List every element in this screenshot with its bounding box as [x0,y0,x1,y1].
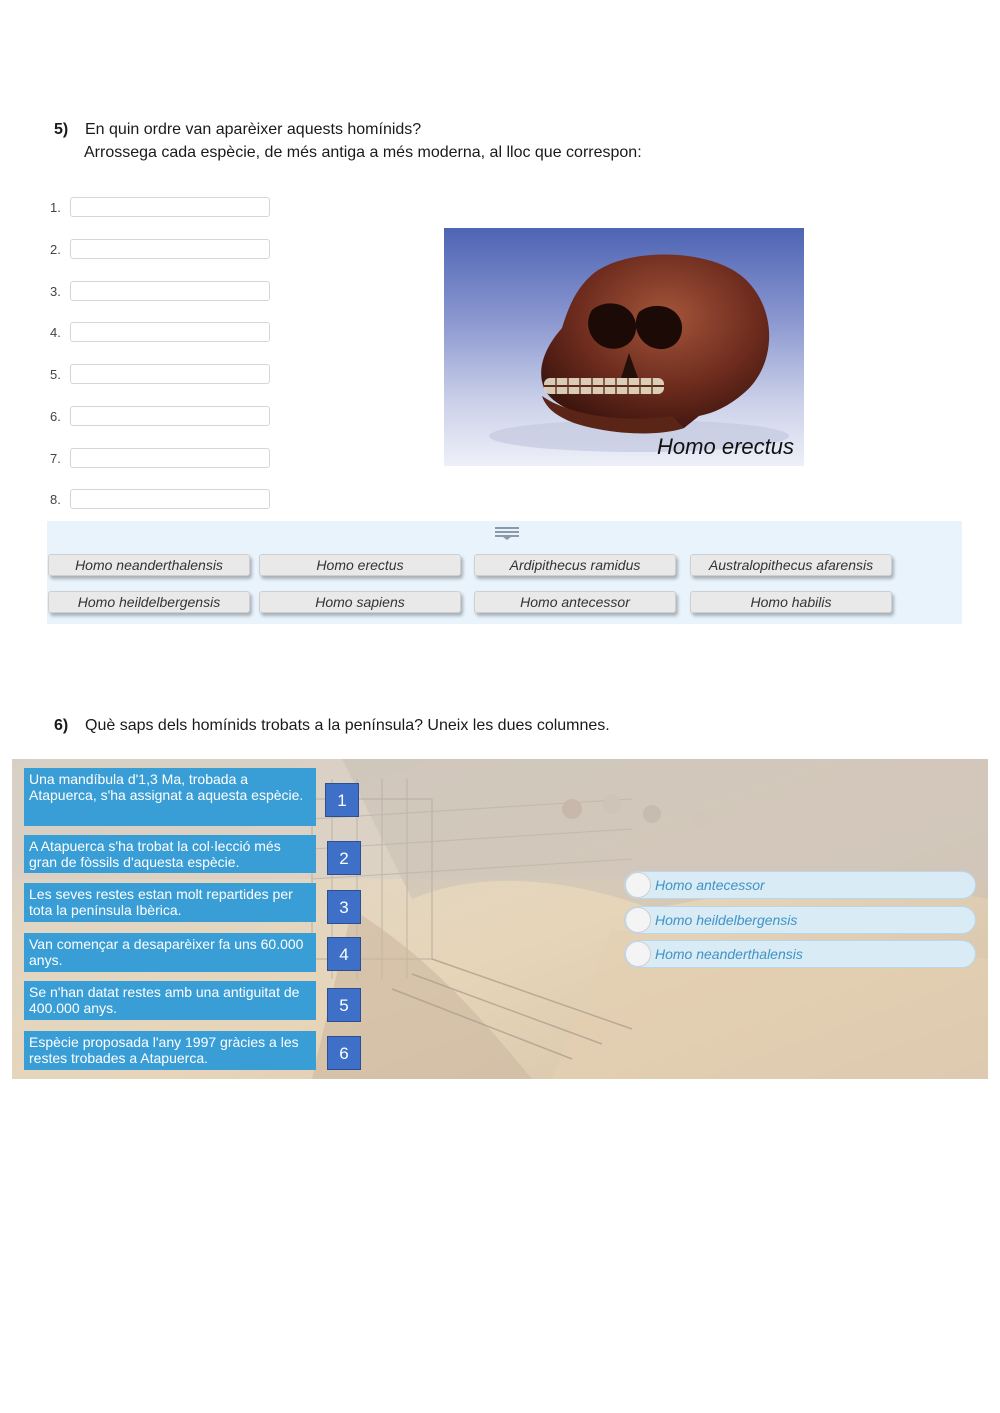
match-number-3[interactable]: 3 [327,890,361,924]
answer-option[interactable] [624,906,976,934]
species-chip[interactable]: Homo erectus [259,554,461,576]
answer-label: Homo neanderthalensis [655,946,803,962]
slot-number: 8. [50,492,61,507]
clue-1: Una mandíbula d'1,3 Ma, trobada a Atapuerca, s'ha assignat a aquesta espècie. [24,768,316,826]
skull-illustration [444,228,804,466]
slot-number: 5. [50,367,61,382]
species-chip[interactable]: Ardipithecus ramidus [474,554,676,576]
clue-3: Les seves restes estan molt repartides per tota la península Ibèrica. [24,883,316,922]
skull-caption: Homo erectus [657,434,794,459]
slot-number: 4. [50,325,61,340]
answer-option[interactable] [624,871,976,899]
answer-label: Homo antecessor [655,877,765,893]
match-number-1[interactable]: 1 [325,783,359,817]
species-chip[interactable]: Homo habilis [690,591,892,613]
q6-title [54,715,610,737]
q5-instruction: Arrossega cada espècie, de més antiga a més moderna, al lloc que correspon: [84,144,642,161]
drop-slot-2[interactable] [70,239,270,259]
clue-4: Van començar a desaparèixer fa uns 60.000 anys. [24,933,316,972]
match-number-5[interactable]: 5 [327,988,361,1022]
match-number-4[interactable]: 4 [327,937,361,971]
slot-number: 6. [50,409,61,424]
radio-icon[interactable] [625,941,651,967]
drop-slot-4[interactable] [70,322,270,342]
slot-number: 2. [50,242,61,257]
drop-slot-8[interactable] [70,489,270,509]
drop-slot-1[interactable] [70,197,270,217]
drag-handle-icon[interactable] [495,526,519,540]
q5-title [54,119,421,141]
species-chip[interactable]: Homo antecessor [474,591,676,613]
species-chip[interactable]: Homo heildelbergensis [48,591,250,613]
q5-question: En quin ordre van aparèixer aquests homínids? [85,121,422,138]
radio-icon[interactable] [625,872,651,898]
slot-number: 1. [50,200,61,215]
slot-number: 3. [50,284,61,299]
species-chip[interactable]: Homo sapiens [259,591,461,613]
answer-option[interactable] [624,940,976,968]
excavation-background [12,759,988,1079]
drop-slot-6[interactable] [70,406,270,426]
slot-number: 7. [50,451,61,466]
species-chip[interactable]: Australopithecus afarensis [690,554,892,576]
q6-number: 6) [54,717,69,734]
clue-6: Espècie proposada l'any 1997 gràcies a les restes trobades a Atapuerca. [24,1031,316,1070]
drop-slot-3[interactable] [70,281,270,301]
radio-icon[interactable] [625,907,651,933]
drop-slot-7[interactable] [70,448,270,468]
q5-number: 5) [54,121,69,138]
drop-slot-5[interactable] [70,364,270,384]
species-bank [47,521,962,624]
clue-5: Se n'han datat restes amb una antiguitat de 400.000 anys. [24,981,316,1020]
match-number-6[interactable]: 6 [327,1036,361,1070]
match-number-2[interactable]: 2 [327,841,361,875]
answer-label: Homo heildelbergensis [655,912,798,928]
q6-question: Què saps dels homínids trobats a la península? Uneix les dues columnes. [85,717,610,734]
clue-2: A Atapuerca s'ha trobat la col·lecció més gran de fòssils d'aquesta espècie. [24,835,316,873]
skull-image [444,228,804,466]
species-chip[interactable]: Homo neanderthalensis [48,554,250,576]
